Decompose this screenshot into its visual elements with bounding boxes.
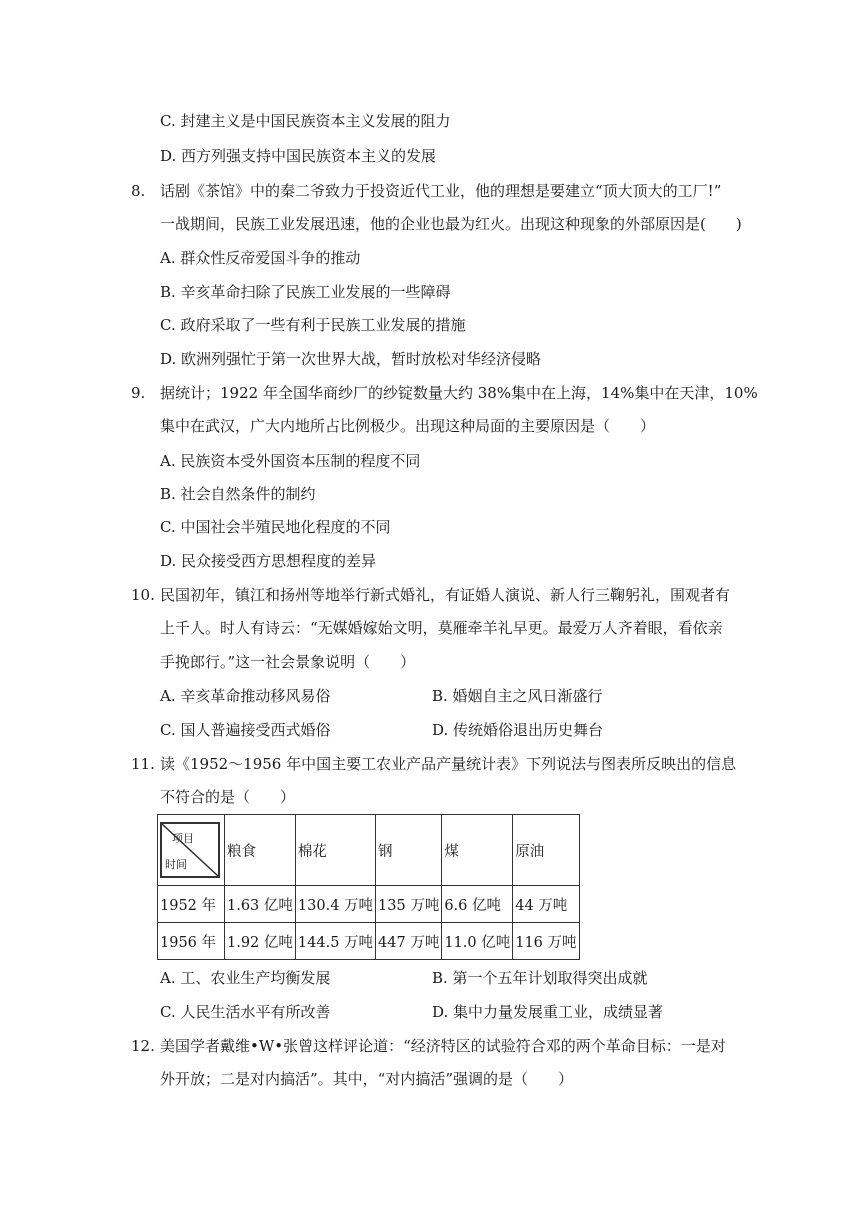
q8-option-c: C. 政府采取了一些有利于民族工业发展的措施: [160, 316, 466, 334]
q12-number: 12.: [131, 1037, 155, 1055]
table-header-row: [158, 815, 580, 886]
q8-option-a: A. 群众性反帝爱国斗争的推动: [160, 249, 361, 267]
q10-stem-line1: 民国初年，镇江和扬州等地举行新式婚礼，有证婚人演说、新人行三鞠躬礼，围观者有: [160, 586, 731, 604]
table-header-cell: 棉花: [295, 815, 375, 886]
q11-option-c: C. 人民生活水平有所改善: [160, 1003, 331, 1021]
q7-option-d: D. 西方列强支持中国民族资本主义的发展: [160, 147, 437, 165]
q11-stem-line2: 不符合的是（ ）: [160, 788, 296, 806]
table-cell: 144.5 万吨: [295, 923, 375, 960]
corner-label-item: 项目: [172, 832, 194, 845]
q10-option-d: D. 传统婚俗退出历史舞台: [432, 721, 604, 739]
corner-label-time: 时间: [165, 858, 187, 871]
q10-option-c: C. 国人普遍接受西式婚俗: [160, 721, 331, 739]
table-cell: 11.0 亿吨: [442, 923, 513, 960]
table-cell: 130.4 万吨: [295, 886, 375, 923]
q8-option-b: B. 辛亥革命扫除了民族工业发展的一些障碍: [160, 283, 451, 301]
q8-number: 8.: [131, 182, 146, 200]
table-row: [158, 923, 580, 960]
q9-option-c: C. 中国社会半殖民地化程度的不同: [160, 518, 391, 536]
q11-stem-line1: 读《1952～1956 年中国主要工农业产品产量统计表》下列说法与图表所反映出的信息: [160, 755, 737, 773]
table-row: [158, 886, 580, 923]
table-year-cell: 1956 年: [158, 923, 225, 960]
table-header-cell: 原油: [513, 815, 579, 886]
q7-option-c: C. 封建主义是中国民族资本主义发展的阻力: [160, 112, 451, 130]
q9-option-a: A. 民族资本受外国资本压制的程度不同: [160, 452, 421, 470]
table-cell: 44 万吨: [513, 886, 579, 923]
q8-stem-line1: 话剧《茶馆》中的秦二爷致力于投资近代工业，他的理想是要建立“顶大顶大的工厂!”: [160, 182, 722, 200]
table-cell: 6.6 亿吨: [442, 886, 513, 923]
table-cell: 1.63 亿吨: [225, 886, 296, 923]
table-corner-cell: [158, 815, 225, 886]
table-cell: 116 万吨: [513, 923, 579, 960]
q12-stem-line2: 外开放；二是对内搞活”。其中，“对内搞活”强调的是（ ）: [160, 1070, 574, 1088]
table-cell: 1.92 亿吨: [225, 923, 296, 960]
q9-stem-line2: 集中在武汉，广大内地所占比例极少。出现这种局面的主要原因是（ ）: [160, 417, 656, 435]
q10-option-a: A. 辛亥革命推动移风易俗: [160, 687, 331, 705]
q9-stem-line1: 据统计；1922 年全国华商纱厂的纱锭数量大约 38%集中在上海，14%集中在天津，10%: [160, 384, 758, 402]
q10-stem-line3: 手挽郎行。”这一社会景象说明（ ）: [160, 653, 416, 671]
q12-stem-line1: 美国学者戴维•W•张曾这样评论道：“经济特区的试验符合邓的两个革命目标：一是对: [160, 1037, 726, 1055]
table-cell: 135 万吨: [376, 886, 442, 923]
table-header-cell: 煤: [442, 815, 513, 886]
q8-stem-line2: 一战期间，民族工业发展迅速，他的企业也最为红火。出现这种现象的外部原因是( ): [160, 215, 742, 233]
q9-option-b: B. 社会自然条件的制约: [160, 485, 316, 503]
q9-option-d: D. 民众接受西方思想程度的差异: [160, 552, 377, 570]
table-header-cell: 粮食: [225, 815, 296, 886]
table-header-cell: 钢: [376, 815, 442, 886]
table-cell: 447 万吨: [376, 923, 442, 960]
q11-number: 11.: [131, 755, 155, 773]
q11-option-a: A. 工、农业生产均衡发展: [160, 969, 331, 987]
q10-number: 10.: [131, 586, 155, 604]
q8-option-d: D. 欧洲列强忙于第一次世界大战，暂时放松对华经济侵略: [160, 350, 542, 368]
q9-number: 9.: [131, 384, 146, 402]
production-stats-table: [157, 814, 580, 960]
q11-option-b: B. 第一个五年计划取得突出成就: [432, 969, 648, 987]
q10-stem-line2: 上千人。时人有诗云：“无媒婚嫁始文明，莫雁牵羊礼早更。最爱万人齐着眼，看依亲: [160, 619, 723, 637]
diagonal-header: [160, 822, 220, 878]
q10-option-b: B. 婚姻自主之风日渐盛行: [432, 687, 603, 705]
q11-option-d: D. 集中力量发展重工业，成绩显著: [432, 1003, 664, 1021]
table-year-cell: 1952 年: [158, 886, 225, 923]
